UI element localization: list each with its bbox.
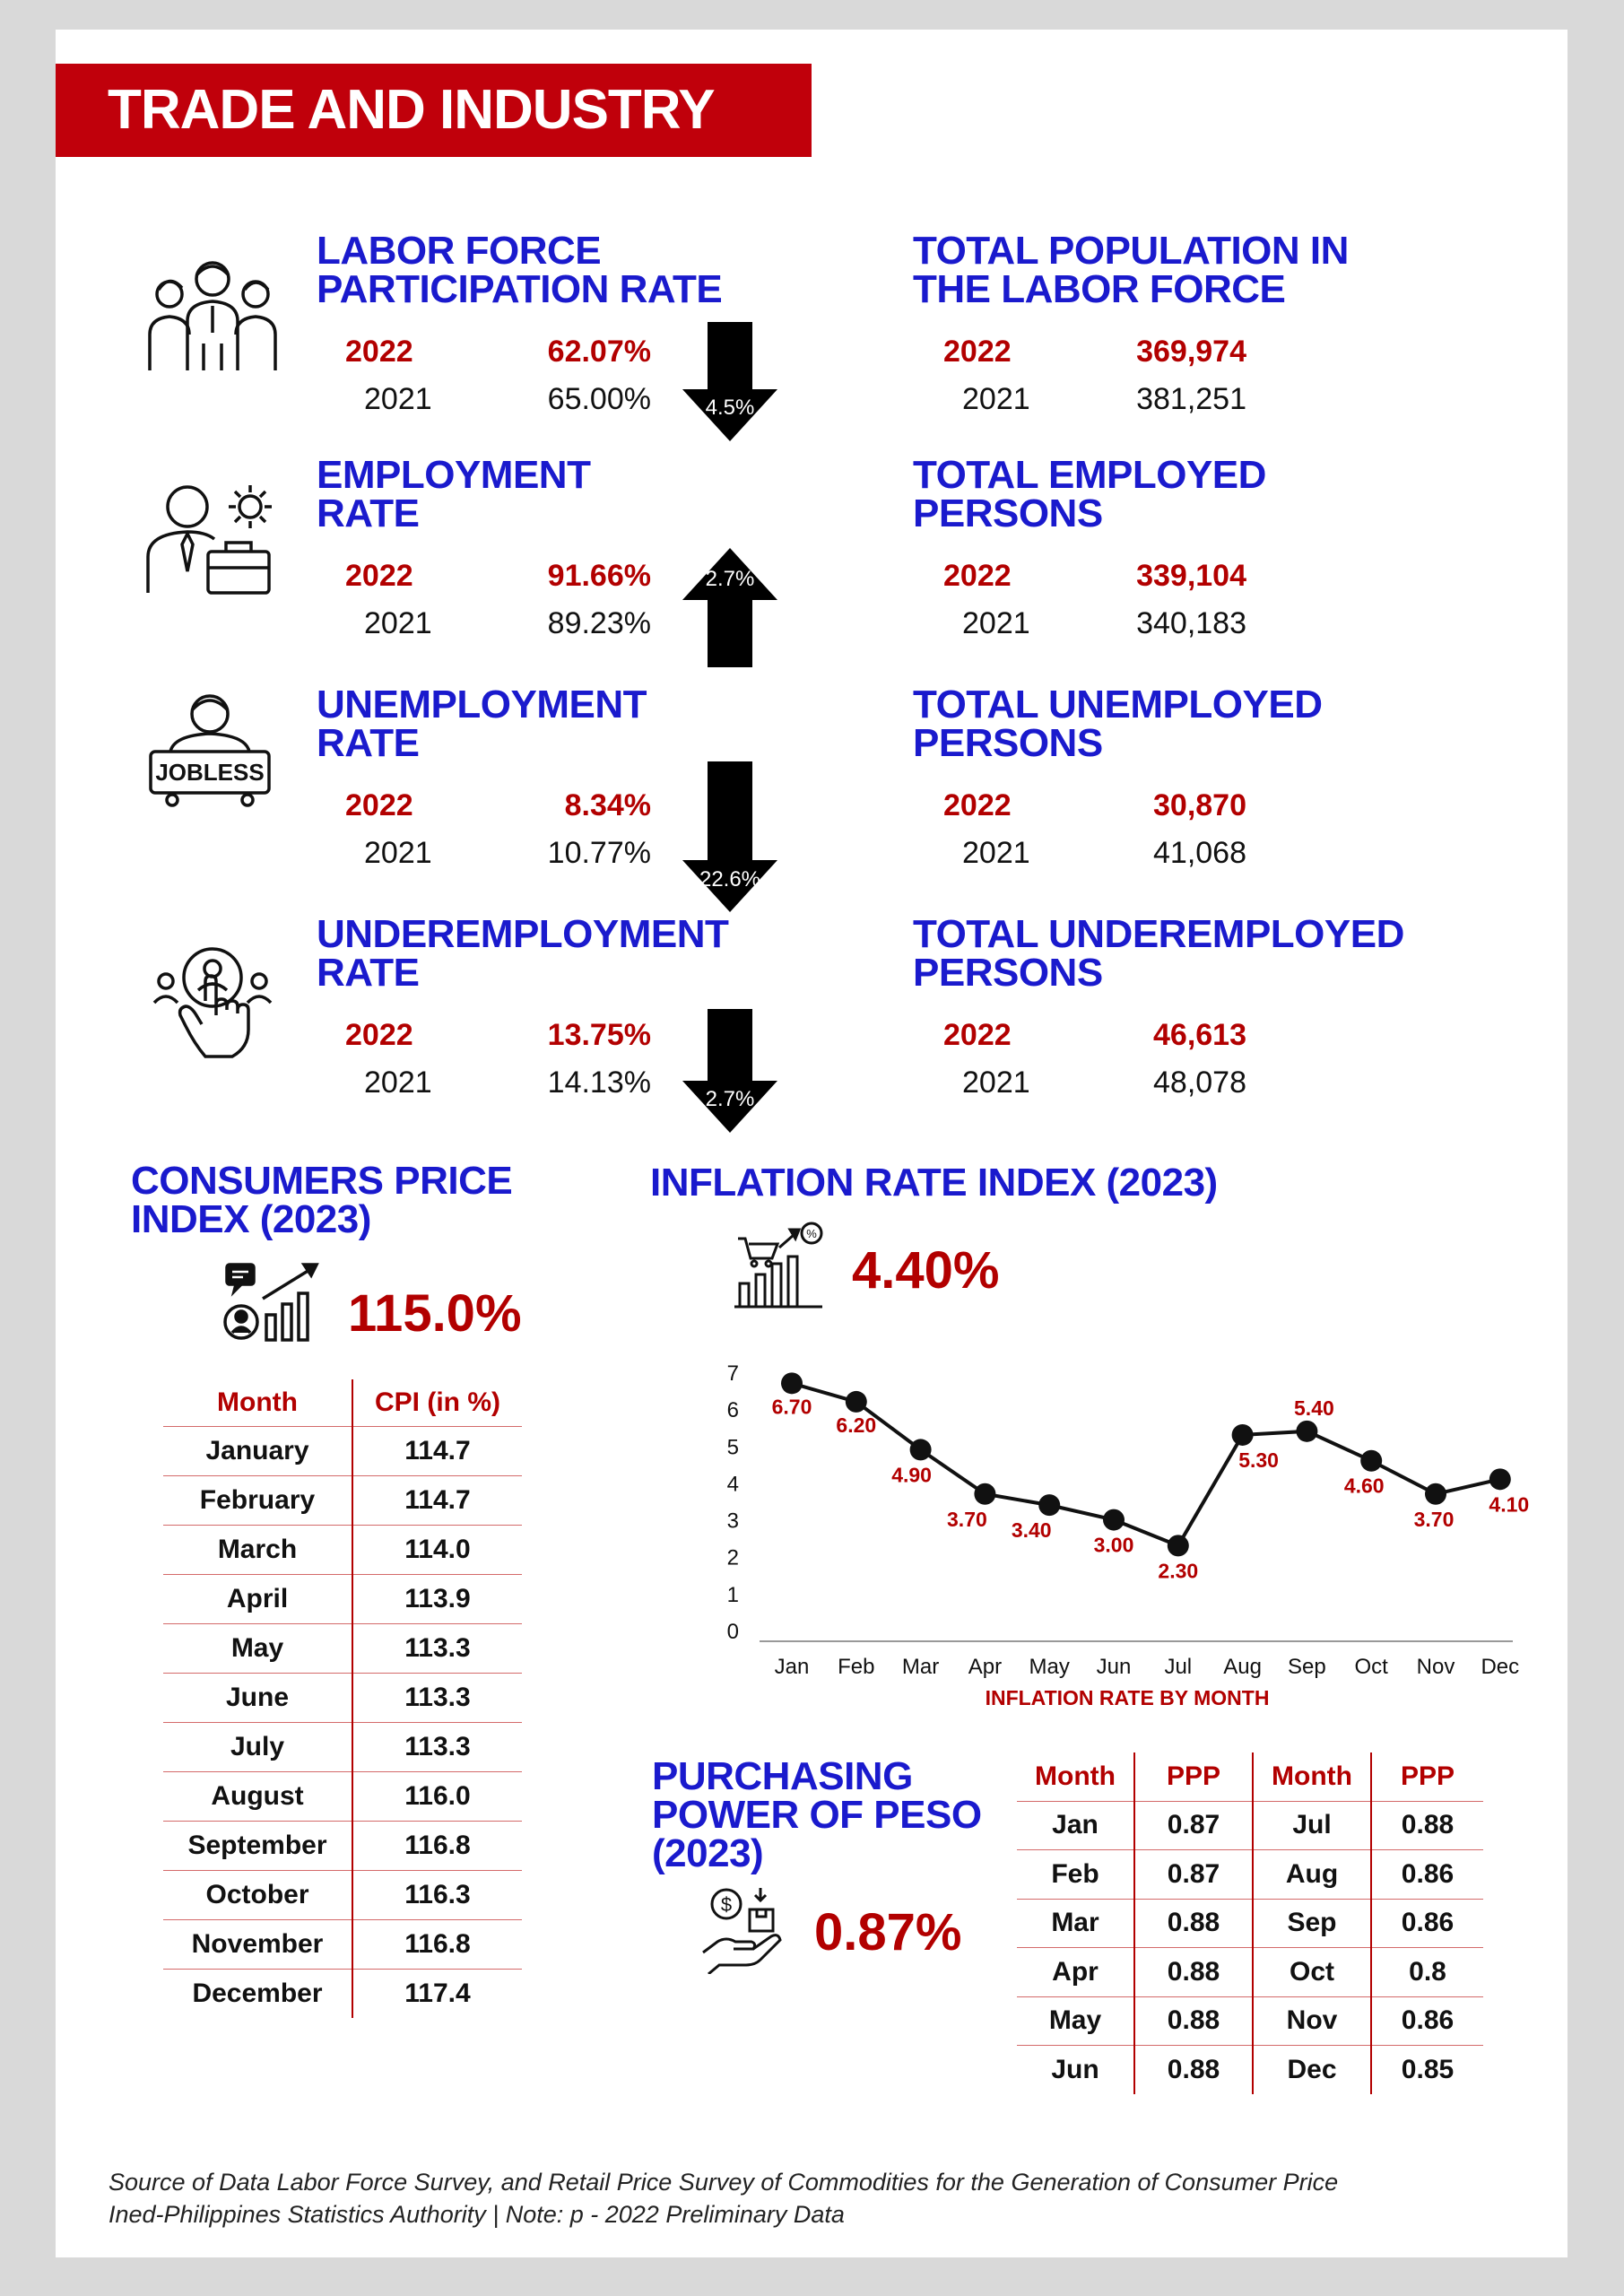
y-tick-label: 7 (726, 1361, 739, 1386)
table-row (163, 1475, 522, 1525)
decrease-arrow-icon (681, 761, 779, 914)
cpi-value-cell: 113.3 (352, 1673, 522, 1722)
cpi-month-cell: July (163, 1722, 352, 1771)
table-row (1017, 1850, 1483, 1900)
data-label: 6.70 (771, 1395, 812, 1419)
y-tick-label: 1 (726, 1582, 739, 1607)
labor-force-pop-value-2021: 381,251 (1136, 382, 1246, 416)
inflation-line-chart (647, 1321, 1544, 1716)
data-point (1232, 1424, 1254, 1446)
employed-persons-value-2022: 339,104 (1136, 559, 1246, 593)
x-tick-label: Aug (1223, 1655, 1262, 1679)
infographic-page (56, 30, 1568, 2257)
inflation-title: INFLATION RATE INDEX (2023) (650, 1161, 1218, 1205)
table-row (163, 1969, 522, 2018)
employed-persons-title-line2: PERSONS (913, 491, 1103, 535)
data-label: 5.30 (1238, 1448, 1279, 1472)
x-tick-label: Nov (1416, 1655, 1455, 1679)
unemployment-change-label: 22.6% (699, 867, 761, 891)
cpi-month-cell: January (163, 1426, 352, 1475)
table-row (163, 1673, 522, 1722)
banner (56, 64, 812, 157)
data-label: 5.40 (1294, 1396, 1334, 1420)
ppp-value-cell: 0.8 (1371, 1948, 1483, 1997)
ppp-title-line1: PURCHASING (652, 1754, 913, 1798)
svg-text:%: % (806, 1227, 817, 1240)
underemployment-rate-value-2022: 13.75% (547, 1018, 651, 1052)
cpi-month-cell: December (192, 1978, 323, 2008)
cpi-title-line1: CONSUMERS PRICE (131, 1159, 513, 1203)
ppp-value-cell: 0.88 (1371, 1801, 1483, 1850)
banner-title: TRADE AND INDUSTRY (108, 79, 715, 141)
data-point (1038, 1494, 1060, 1516)
cpi-value: 115.0% (348, 1284, 522, 1343)
employed-persons-year-2022: 2022 (943, 559, 1012, 593)
data-point (1296, 1421, 1317, 1442)
data-point (1168, 1535, 1189, 1556)
underemployed-persons-title-line1: TOTAL UNDEREMPLOYED (913, 912, 1404, 956)
underemployment-rate-year-2022: 2022 (345, 1018, 413, 1052)
cpi-value-cell: 114.7 (352, 1426, 522, 1475)
x-tick-label: Oct (1354, 1655, 1388, 1679)
cpi-month-cell: September (163, 1821, 352, 1870)
x-tick-label: Dec (1481, 1655, 1520, 1679)
cpi-value-cell: 113.9 (352, 1574, 522, 1623)
cpi-value-cell: 116.3 (352, 1870, 522, 1919)
x-tick-label: Apr (968, 1655, 1003, 1679)
unemployed-persons-value-2021: 41,068 (1153, 836, 1246, 870)
jobless-sign-icon (145, 689, 275, 810)
ppp-value-cell: 0.86 (1371, 1996, 1483, 2046)
ppp-value-cell: 0.88 (1134, 1899, 1253, 1948)
data-point (846, 1391, 867, 1413)
lfpr-change-label: 4.5% (705, 396, 755, 420)
unemployed-persons-year-2021: 2021 (962, 836, 1030, 870)
ppp-month-cell: Aug (1253, 1850, 1371, 1900)
ppp-value-cell: 0.88 (1134, 2046, 1253, 2095)
x-tick-label: May (1029, 1655, 1070, 1679)
cpi-month-cell: March (163, 1525, 352, 1574)
y-tick-label: 3 (726, 1509, 739, 1534)
cpi-month-cell: November (163, 1919, 352, 1969)
ppp-month-cell: May (1017, 1996, 1134, 2046)
table-row (163, 1426, 522, 1475)
data-label: 4.60 (1343, 1474, 1385, 1498)
y-tick-label: 0 (726, 1620, 739, 1644)
table-row (163, 1722, 522, 1771)
cpi-value-cell: 114.0 (352, 1525, 522, 1574)
inflation-value: 4.40% (852, 1241, 1000, 1300)
cpi-month-cell: June (163, 1673, 352, 1722)
svg-text:$: $ (720, 1893, 733, 1916)
ppp-month-cell: Sep (1253, 1899, 1371, 1948)
cpi-month-cell: October (163, 1870, 352, 1919)
ppp-title-line2: POWER OF PESO (652, 1793, 982, 1837)
cpi-value-cell: 114.7 (352, 1475, 522, 1525)
table-row (163, 1525, 522, 1574)
ppp-value: 0.87% (814, 1903, 962, 1961)
lfpr-value-2022: 62.07% (547, 335, 651, 369)
data-point (781, 1372, 803, 1394)
person-growth-chart-icon (223, 1263, 322, 1344)
data-label: 2.30 (1158, 1559, 1199, 1583)
table-row (1017, 1801, 1483, 1850)
employment-rate-title-line1: EMPLOYMENT (317, 453, 591, 497)
unemployed-persons-title-line2: PERSONS (913, 721, 1103, 765)
employed-persons-title-line1: TOTAL EMPLOYED (913, 453, 1266, 497)
data-label: 3.70 (947, 1507, 987, 1531)
x-tick-label: Sep (1288, 1655, 1326, 1679)
ppp-title-line3: (2023) (652, 1831, 764, 1875)
ppp-month-cell: Jul (1253, 1801, 1371, 1850)
labor-force-pop-year-2021: 2021 (962, 382, 1030, 416)
x-axis-label: INFLATION RATE BY MONTH (985, 1686, 1270, 1709)
data-label: 4.10 (1489, 1492, 1530, 1517)
y-tick-label: 6 (726, 1398, 739, 1423)
underemployed-persons-title-line2: PERSONS (913, 951, 1103, 995)
data-label: 3.70 (1413, 1507, 1455, 1531)
lfpr-year-2022: 2022 (345, 335, 413, 369)
underemployment-rate-title-line2: RATE (317, 951, 420, 995)
decrease-arrow-icon (681, 1009, 779, 1135)
x-tick-label: Feb (838, 1655, 875, 1679)
employment-rate-value-2022: 91.66% (547, 559, 651, 593)
table-row (1017, 2046, 1483, 2095)
cpi-month-cell: May (163, 1623, 352, 1673)
cpi-month-cell: April (163, 1574, 352, 1623)
cpi-value-cell: 116.8 (352, 1919, 522, 1969)
unemployment-rate-value-2021: 10.77% (547, 836, 651, 870)
data-label: 4.90 (891, 1463, 932, 1487)
ppp-month-cell: Nov (1253, 1996, 1371, 2046)
lfpr-title-line2: PARTICIPATION RATE (317, 267, 723, 311)
underemployment-change-label: 2.7% (705, 1087, 755, 1111)
unemployed-persons-value-2022: 30,870 (1153, 788, 1246, 822)
data-point (1103, 1509, 1125, 1531)
cpi-header-month: Month (163, 1379, 352, 1426)
x-tick-label: Jul (1164, 1655, 1193, 1679)
people-group-icon (141, 254, 284, 375)
lfpr-year-2021: 2021 (364, 382, 432, 416)
source-line-1: Source of Data Labor Force Survey, and Retail Price Survey of Commodities for the Generation of Consumer Price (109, 2169, 1339, 2196)
source-note (109, 2166, 1507, 2231)
data-point (910, 1439, 932, 1460)
cpi-title-line2: INDEX (2023) (131, 1197, 371, 1241)
underemployed-persons-year-2021: 2021 (962, 1065, 1030, 1100)
ppp-value-cell: 0.88 (1134, 1948, 1253, 1997)
employment-rate-title-line2: RATE (317, 491, 420, 535)
ppp-month-cell: Feb (1017, 1850, 1134, 1900)
table-row (1017, 1899, 1483, 1948)
lfpr-title-line1: LABOR FORCE (317, 229, 602, 273)
lfpr-value-2021: 65.00% (547, 382, 651, 416)
unemployment-rate-title-line1: UNEMPLOYMENT (317, 683, 647, 726)
table-row (163, 1574, 522, 1623)
table-row (1017, 1996, 1483, 2046)
data-label: 3.40 (1011, 1518, 1052, 1543)
cpi-table (163, 1379, 522, 2018)
ppp-value-cell: 0.88 (1134, 1996, 1253, 2046)
underemployed-persons-value-2021: 48,078 (1153, 1065, 1246, 1100)
labor-force-pop-title-line2: THE LABOR FORCE (913, 267, 1286, 311)
ppp-table (1017, 1752, 1483, 2094)
unemployed-persons-title-line1: TOTAL UNEMPLOYED (913, 683, 1323, 726)
ppp-header-month: Month (1017, 1752, 1134, 1801)
underemployment-rate-year-2021: 2021 (364, 1065, 432, 1100)
cpi-value-cell: 116.8 (352, 1821, 522, 1870)
ppp-month-cell: Mar (1017, 1899, 1134, 1948)
data-point (974, 1483, 995, 1505)
unemployment-rate-year-2022: 2022 (345, 788, 413, 822)
cpi-value-cell: 116.0 (352, 1771, 522, 1821)
y-tick-label: 4 (726, 1472, 739, 1497)
unemployment-rate-year-2021: 2021 (364, 836, 432, 870)
data-point (1360, 1450, 1382, 1472)
employment-rate-value-2021: 89.23% (547, 606, 651, 640)
table-row (163, 1870, 522, 1919)
labor-force-pop-year-2022: 2022 (943, 335, 1012, 369)
x-tick-label: Jun (1096, 1655, 1132, 1679)
cpi-month-cell: February (163, 1475, 352, 1525)
x-tick-label: Jan (774, 1655, 810, 1679)
table-row (163, 1919, 522, 1969)
hand-select-person-icon (150, 940, 275, 1074)
employee-briefcase-gear-icon (141, 478, 284, 599)
money-hand-box-icon (699, 1884, 789, 1974)
labor-force-pop-value-2022: 369,974 (1136, 335, 1246, 369)
ppp-month-cell: Jan (1017, 1801, 1134, 1850)
table-row (1017, 1948, 1483, 1997)
ppp-month-cell: Dec (1253, 2046, 1371, 2095)
table-row (163, 1821, 522, 1870)
cpi-header-value: CPI (in %) (352, 1379, 522, 1426)
ppp-month-cell: Oct (1253, 1948, 1371, 1997)
ppp-value-cell: 0.87 (1134, 1850, 1253, 1900)
employment-rate-year-2021: 2021 (364, 606, 432, 640)
employment-change-label: 2.7% (705, 567, 755, 591)
cpi-value-cell: 117.4 (352, 1969, 522, 2018)
underemployment-rate-title-line1: UNDEREMPLOYMENT (317, 912, 729, 956)
jobless-sign-text: JOBLESS (155, 759, 265, 786)
employment-rate-year-2022: 2022 (345, 559, 413, 593)
cpi-value-cell: 113.3 (352, 1623, 522, 1673)
ppp-value-cell: 0.85 (1371, 2046, 1483, 2095)
underemployed-persons-year-2022: 2022 (943, 1018, 1012, 1052)
ppp-month-cell: Jun (1051, 2055, 1099, 2084)
underemployed-persons-value-2022: 46,613 (1153, 1018, 1246, 1052)
ppp-header-ppp-2: PPP (1371, 1752, 1483, 1801)
ppp-header-ppp: PPP (1134, 1752, 1253, 1801)
data-point (1489, 1468, 1511, 1490)
underemployment-rate-value-2021: 14.13% (547, 1065, 651, 1100)
table-row (163, 1771, 522, 1821)
increase-arrow-icon (681, 546, 779, 667)
ppp-month-cell: Apr (1017, 1948, 1134, 1997)
cpi-value-cell: 113.3 (352, 1722, 522, 1771)
data-label: 3.00 (1093, 1533, 1134, 1557)
source-line-2: Ined-Philippines Statistics Authority | Note: p - 2022 Preliminary Data (109, 2201, 845, 2228)
unemployment-rate-value-2022: 8.34% (564, 788, 651, 822)
table-row (163, 1623, 522, 1673)
y-tick-label: 2 (726, 1545, 739, 1570)
ppp-header-month-2: Month (1253, 1752, 1371, 1801)
employed-persons-value-2021: 340,183 (1136, 606, 1246, 640)
ppp-value-cell: 0.86 (1371, 1899, 1483, 1948)
x-tick-label: Mar (901, 1655, 940, 1679)
data-point (1425, 1483, 1446, 1505)
cpi-month-cell: August (163, 1771, 352, 1821)
decrease-arrow-icon (681, 322, 779, 443)
unemployed-persons-year-2022: 2022 (943, 788, 1012, 822)
ppp-value-cell: 0.87 (1134, 1801, 1253, 1850)
y-tick-label: 5 (726, 1435, 739, 1460)
cart-bar-chart-icon (733, 1221, 827, 1310)
labor-force-pop-title-line1: TOTAL POPULATION IN (913, 229, 1349, 273)
unemployment-rate-title-line2: RATE (317, 721, 420, 765)
ppp-value-cell: 0.86 (1371, 1850, 1483, 1900)
employed-persons-year-2021: 2021 (962, 606, 1030, 640)
data-label: 6.20 (836, 1413, 877, 1437)
